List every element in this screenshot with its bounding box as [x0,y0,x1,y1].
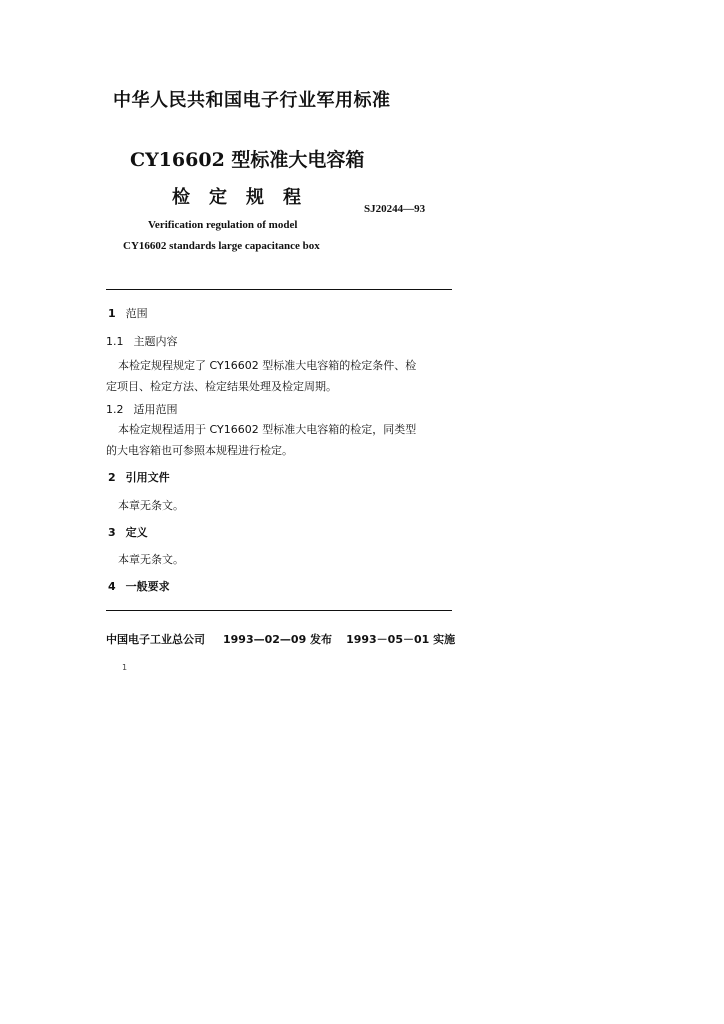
section-number: 1.1 [106,335,124,348]
section-number: 1.2 [106,403,124,416]
page-number: 1 [122,663,128,672]
english-title-line-1: Verification regulation of model [148,219,298,231]
standard-header: 中华人民共和国电子行业军用标准 [113,90,391,111]
section-3-heading [108,524,148,540]
issue-footer [106,631,455,647]
section-title: 引用文件 [125,471,170,484]
section-2-heading [108,469,170,485]
paragraph-line: 本章无条文。 [118,553,184,566]
section-4-heading [108,578,170,594]
document-subtitle: 检定规程 [172,187,320,208]
section-number: 3 [108,526,116,539]
effective-date: 1993－05－01 实施 [346,633,456,646]
bottom-divider [106,610,452,611]
section-1-2-heading [106,401,178,417]
top-divider [106,289,452,290]
section-title: 主题内容 [133,335,178,348]
english-title-line-2: CY16602 standards large capacitance box [123,240,320,252]
section-number: 2 [108,471,116,484]
document-title: CY16602 型标准大电容箱 [130,149,365,171]
section-title: 范围 [125,307,148,320]
paragraph-line: 本章无条文。 [118,499,184,512]
paragraph-line: 本检定规程规定了 CY16602 型标准大电容箱的检定条件、检 [118,359,417,372]
paragraph-line: 定项目、检定方法、检定结果处理及检定周期。 [106,380,337,393]
section-title: 一般要求 [125,580,170,593]
issue-date: 1993—02—09 发布 [223,633,333,646]
section-number: 1 [108,307,116,320]
issuer: 中国电子工业总公司 [106,633,205,646]
section-title: 定义 [125,526,148,539]
standard-code: SJ20244—93 [364,203,426,215]
section-1-1-heading [106,333,178,349]
paragraph-line: 本检定规程适用于 CY16602 型标准大电容箱的检定，同类型 [118,423,417,436]
section-number: 4 [108,580,116,593]
section-title: 适用范围 [133,403,178,416]
paragraph-line: 的大电容箱也可参照本规程进行检定。 [106,444,293,457]
section-1-heading [108,305,148,321]
